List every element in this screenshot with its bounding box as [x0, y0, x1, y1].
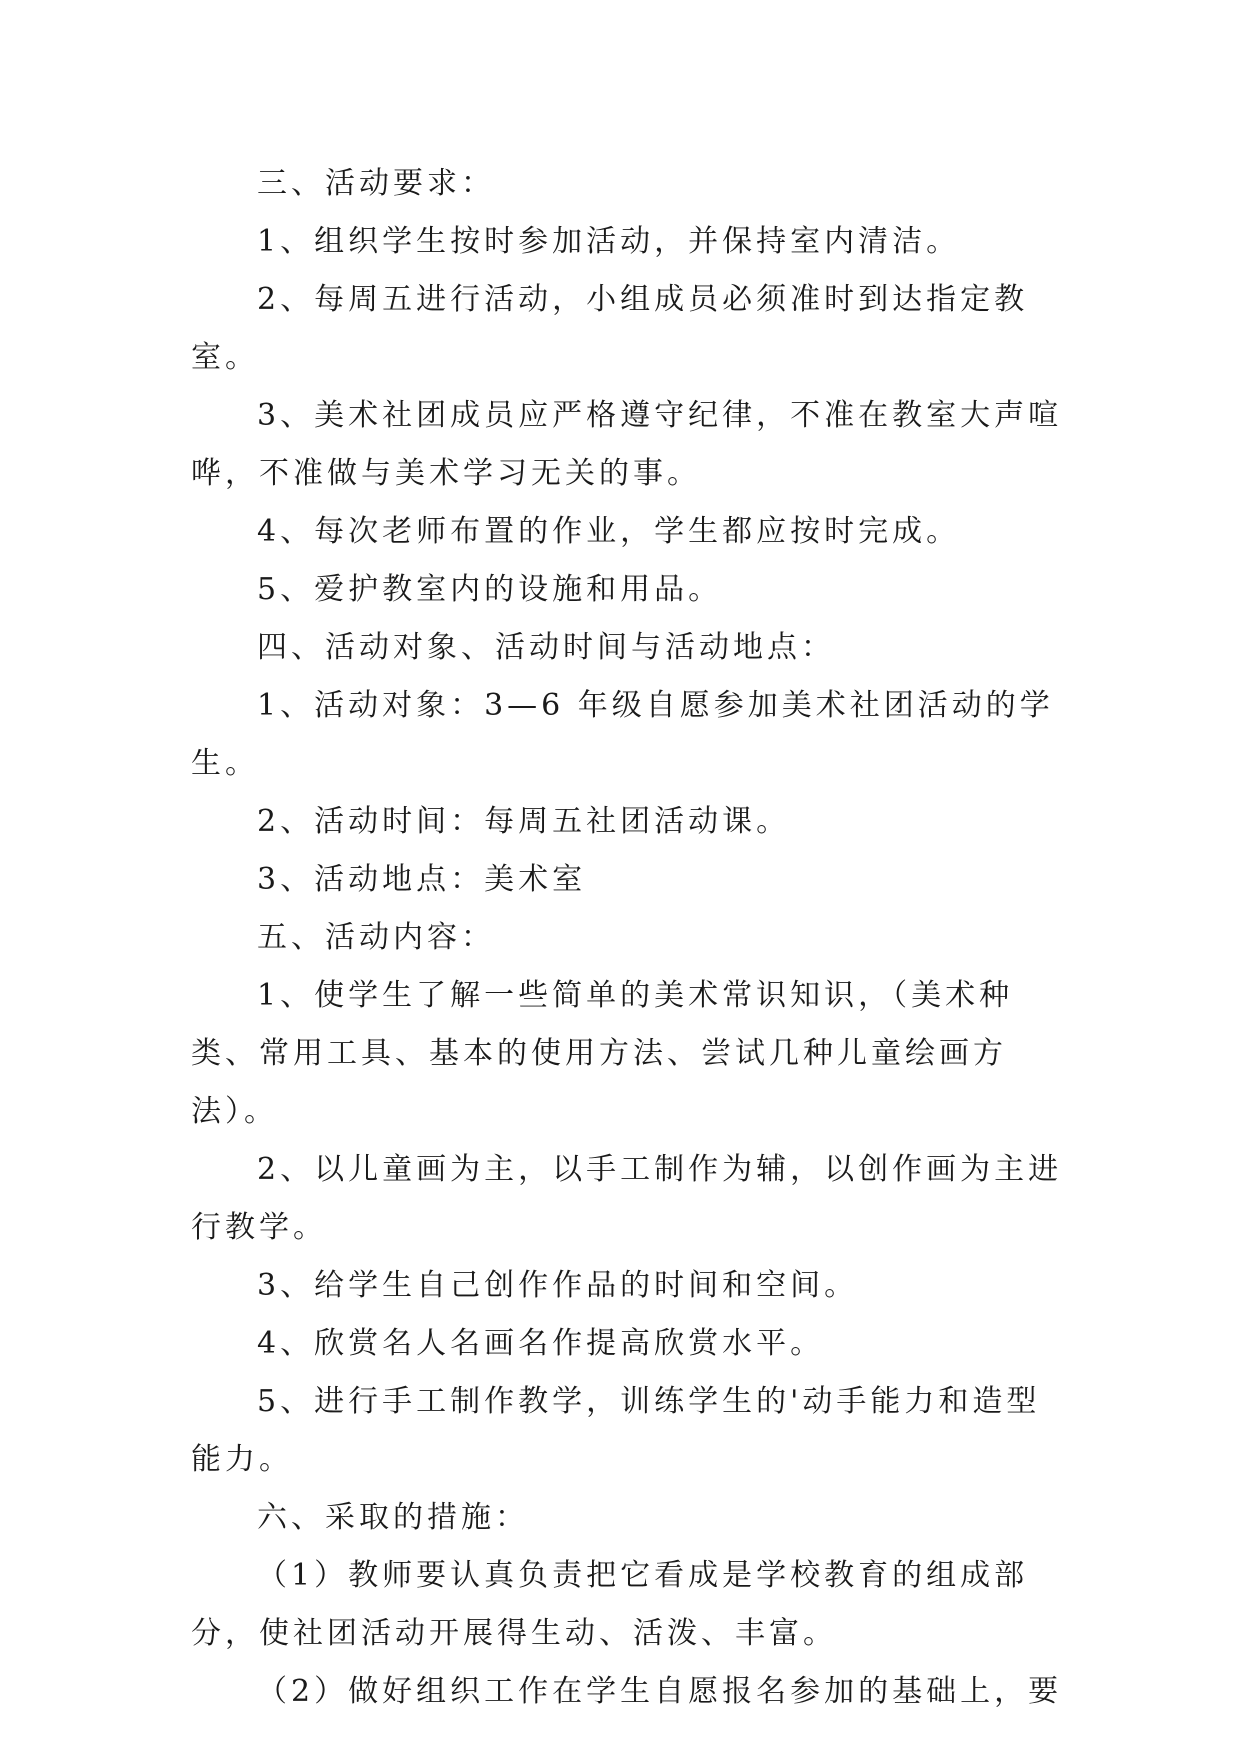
requirement-item-3: 3、美术社团成员应严格遵守纪律，不准在教室大声喧哗，不准做与美术学习无关的事。 [191, 398, 1063, 491]
document-body [191, 155, 1071, 1721]
target-item-2: 2、活动时间：每周五社团活动课。 [257, 804, 791, 839]
measure-item-2: （2）做好组织工作在学生自愿报名参加的基础上，要 [257, 1674, 1063, 1709]
content-item-4: 4、欣赏名人名画名作提高欣赏水平。 [257, 1326, 825, 1361]
target-item-3: 3、活动地点：美术室 [257, 862, 587, 897]
requirement-item-4: 4、每次老师布置的作业，学生都应按时完成。 [257, 514, 961, 549]
content-item-3: 3、给学生自己创作作品的时间和空间。 [257, 1268, 859, 1303]
content-item-5: 5、进行手工制作教学，训练学生的'动手能力和造型能力。 [191, 1384, 1041, 1477]
section-heading-measures: 六、采取的措施： [257, 1500, 529, 1535]
requirement-item-5: 5、爱护教室内的设施和用品。 [257, 572, 723, 607]
section-heading-content: 五、活动内容： [257, 920, 495, 955]
section-heading-target-time-place: 四、活动对象、活动时间与活动地点： [257, 630, 835, 665]
section-heading-requirements: 三、活动要求： [257, 166, 495, 201]
target-item-1: 1、活动对象：3—6 年级自愿参加美术社团活动的学生。 [191, 688, 1054, 781]
measure-item-1: （1）教师要认真负责把它看成是学校教育的组成部分，使社团活动开展得生动、活泼、丰富。 [191, 1558, 1029, 1651]
content-item-1: 1、使学生了解一些简单的美术常识知识，（美术种类、常用工具、基本的使用方法、尝试几种儿童绘画方法）。 [191, 978, 1014, 1129]
content-item-2: 2、以儿童画为主，以手工制作为辅，以创作画为主进行教学。 [191, 1152, 1063, 1245]
requirement-item-1: 1、组织学生按时参加活动，并保持室内清洁。 [257, 224, 961, 259]
requirement-item-2: 2、每周五进行活动，小组成员必须准时到达指定教室。 [191, 282, 1029, 375]
